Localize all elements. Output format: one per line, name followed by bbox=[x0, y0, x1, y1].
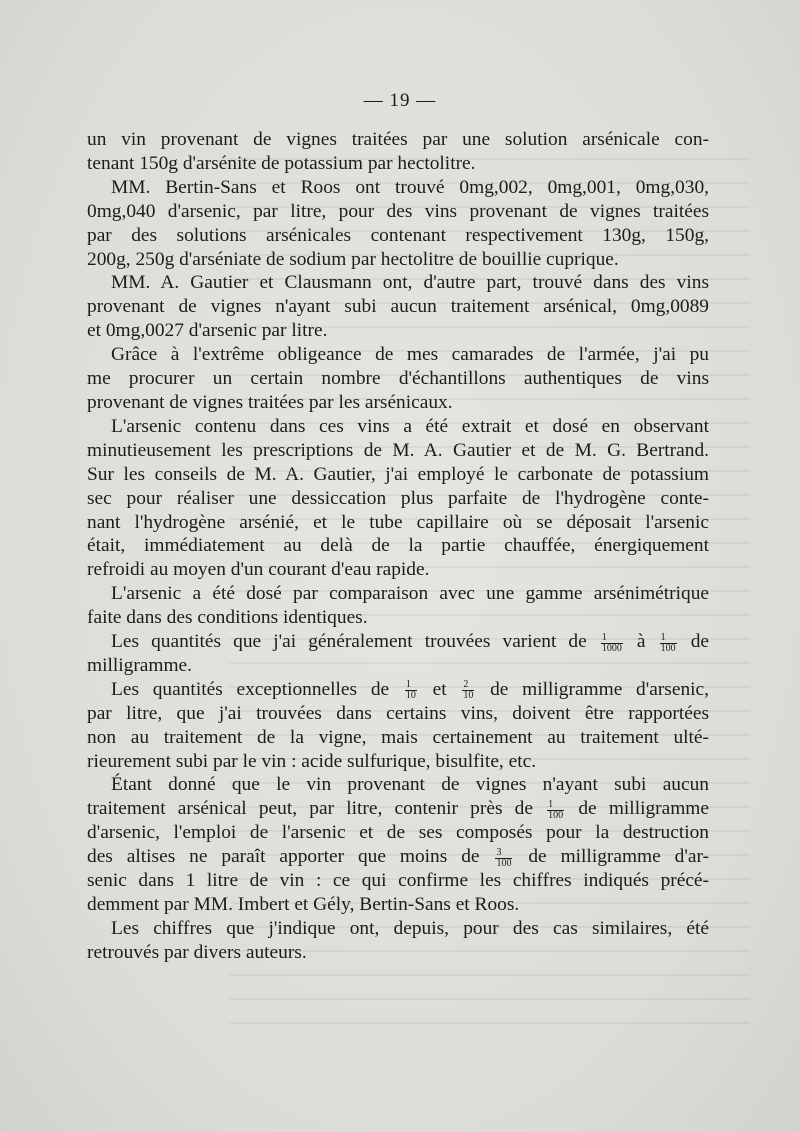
fraction-denominator: 100 bbox=[496, 857, 512, 869]
body-text bbox=[87, 128, 709, 965]
fraction bbox=[405, 680, 417, 701]
fraction-numerator: 3 bbox=[495, 848, 512, 859]
text-line bbox=[87, 797, 709, 821]
text-line bbox=[87, 893, 709, 917]
text-line bbox=[87, 271, 709, 295]
line-text: rieurement subi par le vin : acide sulfurique, bisulfite, etc. bbox=[87, 750, 537, 772]
text-line bbox=[87, 606, 709, 630]
text-line bbox=[87, 176, 709, 200]
text-line bbox=[87, 702, 709, 726]
line-text: par des solutions arsénicales contenant respectivement 130g, 150g, bbox=[87, 224, 709, 246]
text-line bbox=[87, 391, 709, 415]
fraction-numerator: 1 bbox=[547, 800, 564, 811]
text-line bbox=[87, 773, 709, 797]
text-line bbox=[87, 630, 709, 654]
line-text: minutieusement les prescriptions de M. A. Gautier et de M. G. Bertrand. bbox=[87, 439, 709, 461]
line-text: 0mg,040 d'arsenic, par litre, pour des vins provenant de vignes traitées bbox=[87, 200, 709, 222]
text-line bbox=[87, 654, 709, 678]
line-text: MM. Bertin-Sans et Roos ont trouvé 0mg,002, 0mg,001, 0mg,030, bbox=[111, 176, 709, 198]
line-text: des altises ne paraît apporter que moins de bbox=[87, 846, 480, 868]
fraction-numerator: 1 bbox=[405, 680, 417, 691]
fraction-denominator: 100 bbox=[660, 642, 676, 654]
page-number: — 19 — bbox=[363, 90, 437, 111]
text-line bbox=[87, 941, 709, 965]
line-text: L'arsenic a été dosé par comparaison avec une gamme arsénimétrique bbox=[111, 583, 709, 605]
line-text: non au traitement de la vigne, mais certainement au traitement ulté- bbox=[87, 726, 709, 748]
line-text: était, immédiatement au delà de la partie chauffée, énergiquement bbox=[87, 535, 709, 557]
line-tail: de milligramme bbox=[566, 798, 709, 820]
text-line bbox=[87, 248, 709, 272]
text-line bbox=[87, 845, 709, 869]
line-text: Grâce à l'extrême obligeance de mes camarades de l'armée, j'ai pu bbox=[111, 344, 709, 366]
text-line bbox=[87, 750, 709, 774]
text-line bbox=[87, 534, 709, 558]
line-text: Sur les conseils de M. A. Gautier, j'ai employé le carbonate de potassium bbox=[87, 463, 709, 485]
text-line bbox=[87, 726, 709, 750]
line-text: provenant de vignes n'ayant subi aucun traitement arsénical, 0mg,0089 bbox=[87, 296, 709, 318]
line-text: provenant de vignes traitées par les arsénicaux. bbox=[87, 391, 453, 413]
line-text: d'arsenic, l'emploi de l'arsenic et de ses composés pour la destruction bbox=[87, 822, 709, 844]
line-text: senic dans 1 litre de vin : ce qui confirme les chiffres indiqués précé- bbox=[87, 870, 709, 892]
text-line bbox=[87, 415, 709, 439]
text-line bbox=[87, 582, 709, 606]
text-line bbox=[87, 511, 709, 535]
line-text: Les quantités exceptionnelles de bbox=[111, 678, 390, 700]
text-line bbox=[87, 128, 709, 152]
line-text: et 0mg,0027 d'arsenic par litre. bbox=[87, 320, 328, 342]
text-line bbox=[87, 821, 709, 845]
line-text: me procurer un certain nombre d'échantillons authentiques de vins bbox=[87, 368, 709, 390]
fraction-numerator: 2 bbox=[462, 680, 474, 691]
line-text: Les quantités que j'ai généralement trouvées varient de bbox=[111, 631, 587, 653]
text-line bbox=[87, 917, 709, 941]
fraction bbox=[660, 633, 677, 654]
fraction-denominator: 100 bbox=[548, 809, 564, 821]
line-text: demment par MM. Imbert et Gély, Bertin-Sans et Roos. bbox=[87, 894, 520, 915]
line-text: tenant 150g d'arsénite de potassium par hectolitre. bbox=[87, 152, 476, 174]
fraction-numerator: 1 bbox=[601, 633, 623, 644]
text-line bbox=[87, 558, 709, 582]
fraction-denominator: 10 bbox=[405, 690, 416, 702]
fraction-denominator: 1000 bbox=[601, 642, 622, 654]
text-line bbox=[87, 343, 709, 367]
line-text: par litre, que j'ai trouvées dans certains vins, doivent être rapportées bbox=[87, 702, 709, 724]
text-line bbox=[87, 869, 709, 893]
fraction-numerator: 1 bbox=[660, 633, 677, 644]
text-line bbox=[87, 439, 709, 463]
line-connector: et bbox=[418, 678, 461, 700]
line-connector: à bbox=[624, 631, 658, 653]
line-text: milligramme. bbox=[87, 654, 193, 676]
text-line bbox=[87, 487, 709, 511]
line-tail: de bbox=[678, 631, 709, 653]
text-line bbox=[87, 367, 709, 391]
text-line bbox=[87, 678, 709, 702]
text-line bbox=[87, 224, 709, 248]
fraction bbox=[462, 680, 474, 701]
text-line bbox=[87, 319, 709, 343]
line-text: faite dans des conditions identiques. bbox=[87, 607, 368, 629]
fraction-denominator: 10 bbox=[463, 690, 474, 702]
fraction bbox=[601, 633, 623, 654]
line-tail: de milligramme d'arsenic, bbox=[476, 678, 709, 700]
line-text: Les chiffres que j'indique ont, depuis, pour des cas similaires, été bbox=[111, 917, 709, 939]
fraction bbox=[495, 848, 512, 869]
line-text: sec pour réaliser une dessiccation plus parfaite de l'hydrogène conte- bbox=[87, 487, 709, 509]
line-text: nant l'hydrogène arsénié, et le tube capillaire où se déposait l'arsenic bbox=[87, 511, 709, 533]
line-text: L'arsenic contenu dans ces vins a été extrait et dosé en observant bbox=[111, 415, 709, 437]
line-text: 200g, 250g d'arséniate de sodium par hectolitre de bouillie cuprique. bbox=[87, 248, 619, 270]
fraction bbox=[547, 800, 564, 821]
text-line bbox=[87, 295, 709, 319]
line-text: Étant donné que le vin provenant de vignes n'ayant subi aucun bbox=[111, 774, 709, 796]
text-line bbox=[87, 152, 709, 176]
text-line bbox=[87, 463, 709, 487]
line-text: un vin provenant de vignes traitées par une solution arsénicale con- bbox=[87, 129, 709, 150]
line-text: traitement arsénical peut, par litre, contenir près de bbox=[87, 798, 533, 820]
line-text: refroidi au moyen d'un courant d'eau rapide. bbox=[87, 559, 430, 581]
text-line bbox=[87, 200, 709, 224]
line-text: MM. A. Gautier et Clausmann ont, d'autre part, trouvé dans des vins bbox=[111, 272, 709, 294]
line-tail: de milligramme d'ar- bbox=[514, 846, 709, 868]
line-text: retrouvés par divers auteurs. bbox=[87, 941, 307, 963]
